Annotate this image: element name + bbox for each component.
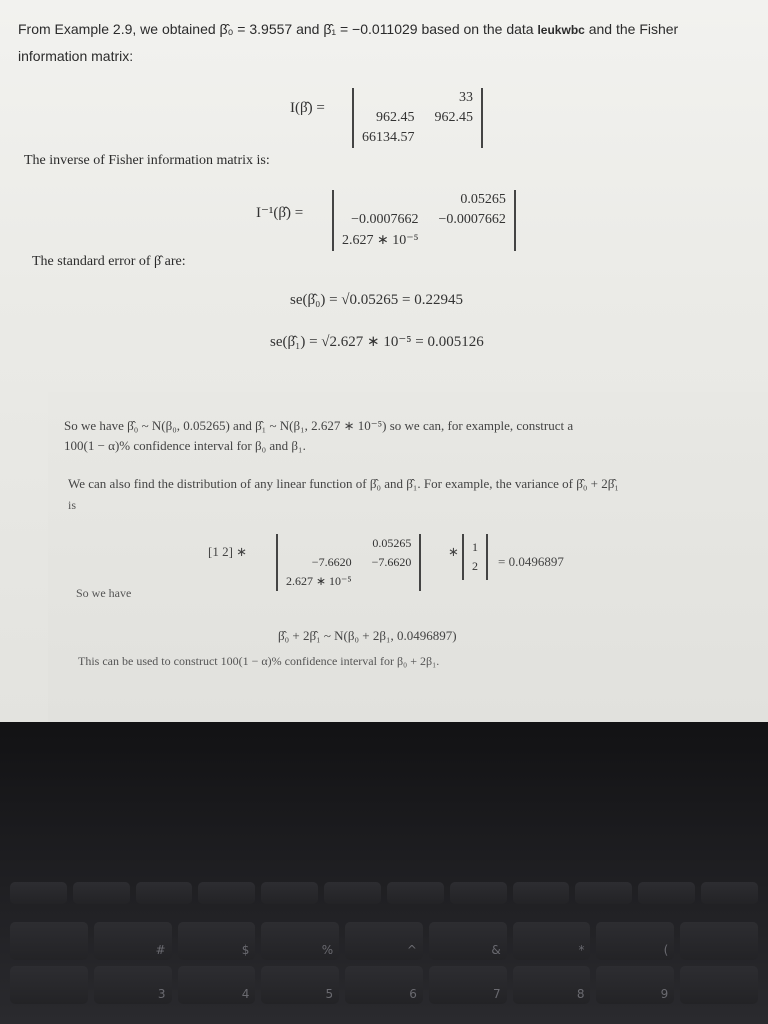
symbol-key-row <box>0 922 768 960</box>
para1-line2: 100(1 − α)% confidence interval for β₀ and β₁. <box>64 438 306 453</box>
matrix-cell: 1 <box>472 540 478 554</box>
se-beta0: se(β̂₀) = √0.05265 = 0.22945 <box>290 292 463 308</box>
keyboard-key <box>701 882 758 904</box>
matrix-cell: 2.627 ∗ 10⁻⁵ <box>286 574 352 588</box>
keyboard-key <box>136 882 193 904</box>
times-symbol: ∗ <box>448 544 459 559</box>
keyboard-key: % <box>261 922 339 960</box>
number-key-row <box>0 966 768 1004</box>
keyboard-key <box>575 882 632 904</box>
keyboard-key: * <box>513 922 591 960</box>
matrix-cell: −7.6620 <box>371 555 412 569</box>
variance-result: = 0.0496897 <box>498 554 564 569</box>
matrix-cell: 66134.57 <box>362 130 415 145</box>
keyboard-key: 8 <box>513 966 591 1004</box>
keyboard-key <box>10 966 88 1004</box>
intro-text-b: and the Fisher information matrix: <box>18 21 679 64</box>
keyboard-key <box>638 882 695 904</box>
matrix-cell: −0.0007662 <box>351 212 419 227</box>
keyboard-key: ( <box>596 922 674 960</box>
keyboard-key <box>680 922 758 960</box>
fisher-label: I(β̂) = <box>290 100 325 116</box>
fisher-matrix <box>352 88 483 148</box>
inverse-heading: The inverse of Fisher information matrix is: <box>24 153 270 168</box>
matrix-cell: 0.05265 <box>460 192 506 207</box>
keyboard-key <box>10 922 88 960</box>
keyboard-key <box>680 966 758 1004</box>
intro-text-a: From Example 2.9, we obtained β̂₀ = 3.9557 and β̂₁ = −0.011029 based on the data <box>18 21 534 37</box>
keyboard-key <box>513 882 570 904</box>
matrix-cell: 0.05265 <box>372 536 412 550</box>
keyboard-key: $ <box>178 922 256 960</box>
keyboard-key <box>73 882 130 904</box>
column-vector <box>462 534 488 580</box>
variance-matrix <box>276 534 421 591</box>
se-beta1: se(β̂₁) = √2.627 ∗ 10⁻⁵ = 0.005126 <box>270 334 484 350</box>
keyboard-key: 6 <box>345 966 423 1004</box>
keyboard-key: 9 <box>596 966 674 1004</box>
so-we-have: So we have <box>76 586 132 600</box>
keyboard-key: 4 <box>178 966 256 1004</box>
matrix-cell: −0.0007662 <box>438 212 506 227</box>
laptop-keyboard <box>0 722 768 1024</box>
keyboard-key: # <box>94 922 172 960</box>
se-heading: The standard error of β̂ are: <box>32 254 186 269</box>
keyboard-key <box>10 882 67 904</box>
matrix-cell: 2 <box>472 559 478 573</box>
keyboard-key <box>387 882 444 904</box>
keyboard-key: & <box>429 922 507 960</box>
keyboard-key: ^ <box>345 922 423 960</box>
matrix-cell: 962.45 <box>434 110 473 125</box>
keyboard-key: 7 <box>429 966 507 1004</box>
keyboard-key <box>324 882 381 904</box>
closing-sentence: This can be used to construct 100(1 − α)% confidence interval for β₀ + 2β₁. <box>78 654 440 668</box>
matrix-cell: 33 <box>459 90 473 105</box>
para1-line1: So we have β̂₀ ~ N(β₀, 0.05265) and β̂₁ ~ N(β₁, 2.627 ∗ 10⁻⁵) so we can, for example, construct a <box>64 418 574 433</box>
matrix-cell: 962.45 <box>376 110 415 125</box>
keyboard-key <box>198 882 255 904</box>
keyboard-key <box>261 882 318 904</box>
para2-line1: We can also find the distribution of any linear function of β̂₀ and β̂₁. For example, the variance of β̂₀ + 2β̂₁ <box>68 476 619 491</box>
function-key-row <box>0 882 768 904</box>
para2-line2: is <box>68 498 77 512</box>
inverse-label: I⁻¹(β̂) = <box>256 205 304 221</box>
keyboard-key: 3 <box>94 966 172 1004</box>
dataset-name: leukwbc <box>537 23 585 37</box>
row-vector: [1 2] ∗ <box>208 544 248 559</box>
keyboard-key <box>450 882 507 904</box>
matrix-cell: −7.6620 <box>311 555 352 569</box>
keyboard-key: 5 <box>261 966 339 1004</box>
linear-distribution: β̂₀ + 2β̂₁ ~ N(β₀ + 2β₁, 0.0496897) <box>278 628 457 643</box>
intro-paragraph <box>18 16 748 69</box>
matrix-cell: 2.627 ∗ 10⁻⁵ <box>342 233 419 248</box>
derivation-box <box>48 392 768 722</box>
inverse-matrix <box>332 190 516 251</box>
